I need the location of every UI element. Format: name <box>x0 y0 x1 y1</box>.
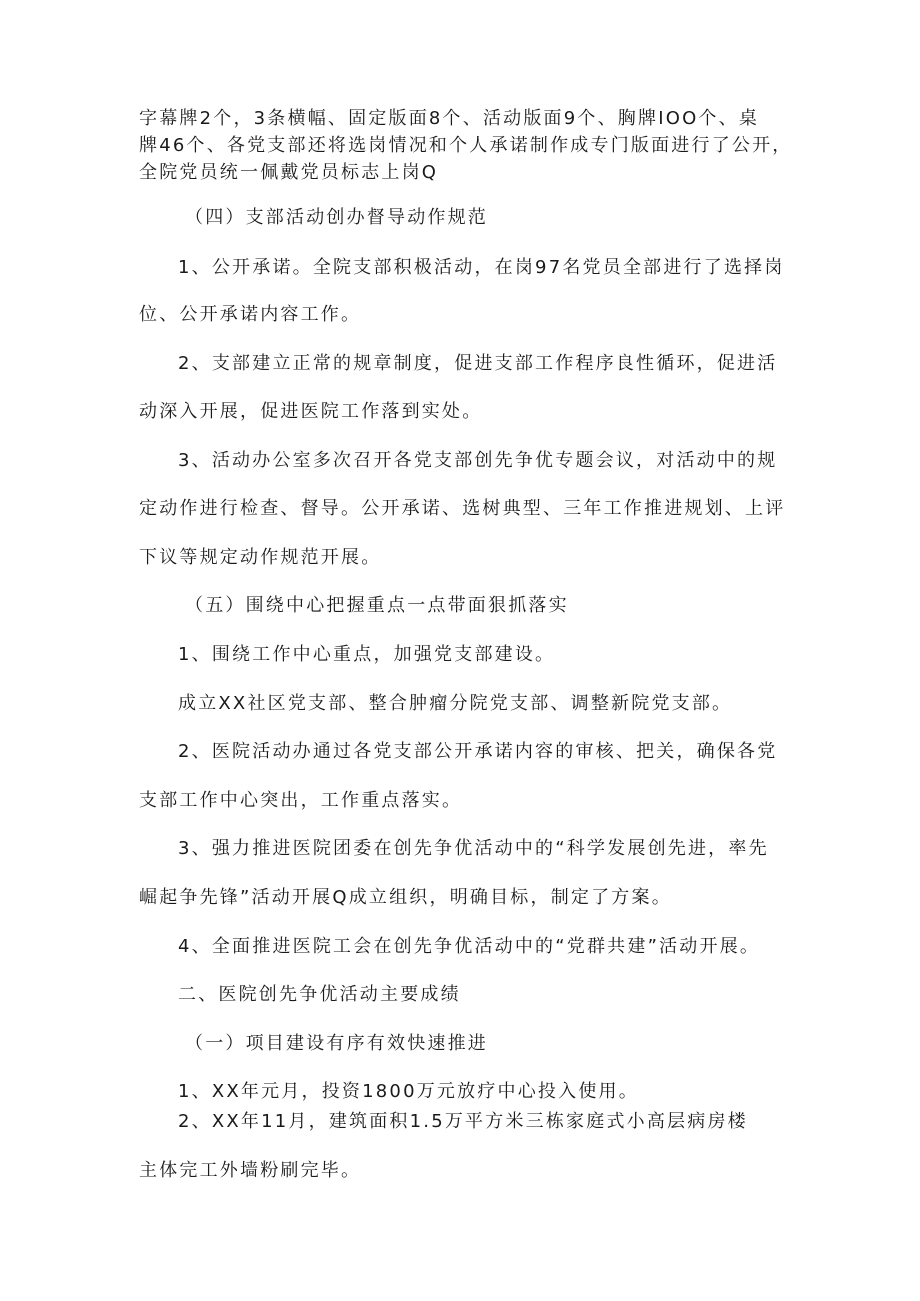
paragraph-line: 2、医院活动办通过各党支部公开承诺内容的审核、把关，确保各党 <box>178 741 778 762</box>
paragraph-line: 全院党员统一佩戴党员标志上岗Q <box>139 162 439 183</box>
section-heading: （四）支部活动创办督导动作规范 <box>185 207 488 228</box>
paragraph-line: 下议等规定动作规范开展。 <box>139 547 382 568</box>
paragraph-line: 3、活动办公室多次召开各党支部创先争优专题会议，对活动中的规 <box>178 450 778 471</box>
paragraph-line: 主体完工外墙粉刷完毕。 <box>139 1160 362 1181</box>
paragraph-line: 3、强力推进医院团委在创先争优活动中的“科学发展创先进，率先 <box>178 838 769 859</box>
paragraph-line: 成立XX社区党支部、整合肿瘤分院党支部、调整新院党支部。 <box>178 693 733 714</box>
paragraph-line: 1、公开承诺。全院支部积极活动，在岗97名党员全部进行了选择岗 <box>178 257 785 278</box>
paragraph-line: 4、全面推进医院工会在创先争优活动中的“党群共建”活动开展。 <box>178 936 761 957</box>
paragraph-line: 2、XX年11月，建筑面积1.5万平方米三栋家庭式小高层病房楼 <box>178 1111 748 1132</box>
paragraph-line: 定动作进行检查、督导。公开承诺、选树典型、三年工作推进规划、上评 <box>139 498 786 519</box>
paragraph-line: 位、公开承诺内容工作。 <box>139 304 362 325</box>
section-heading: （五）围绕中心把握重点一点带面狠抓落实 <box>185 595 569 616</box>
section-heading: （一）项目建设有序有效快速推进 <box>185 1033 488 1054</box>
paragraph-line: 支部工作中心突出，工作重点落实。 <box>139 790 463 811</box>
paragraph-line: 崛起争先锋”活动开展Q成立组织，明确目标，制定了方案。 <box>139 887 672 908</box>
paragraph-line: 牌46个、各党支部还将选岗情况和个人承诺制作成专门版面进行了公开， <box>139 135 793 156</box>
section-heading: 二、医院创先争优活动主要成绩 <box>178 984 461 1005</box>
paragraph-line: 1、围绕工作中心重点，加强党支部建设。 <box>178 644 556 665</box>
paragraph-line: 字幕牌2个，3条横幅、固定版面8个、活动版面9个、胸牌IOO个、桌 <box>139 108 760 129</box>
paragraph-line: 2、支部建立正常的规章制度，促进支部工作程序良性循环，促进活 <box>178 353 778 374</box>
paragraph-line: 1、XX年元月，投资1800万元放疗中心投入使用。 <box>178 1081 639 1102</box>
paragraph-line: 动深入开展，促进医院工作落到实处。 <box>139 401 483 422</box>
